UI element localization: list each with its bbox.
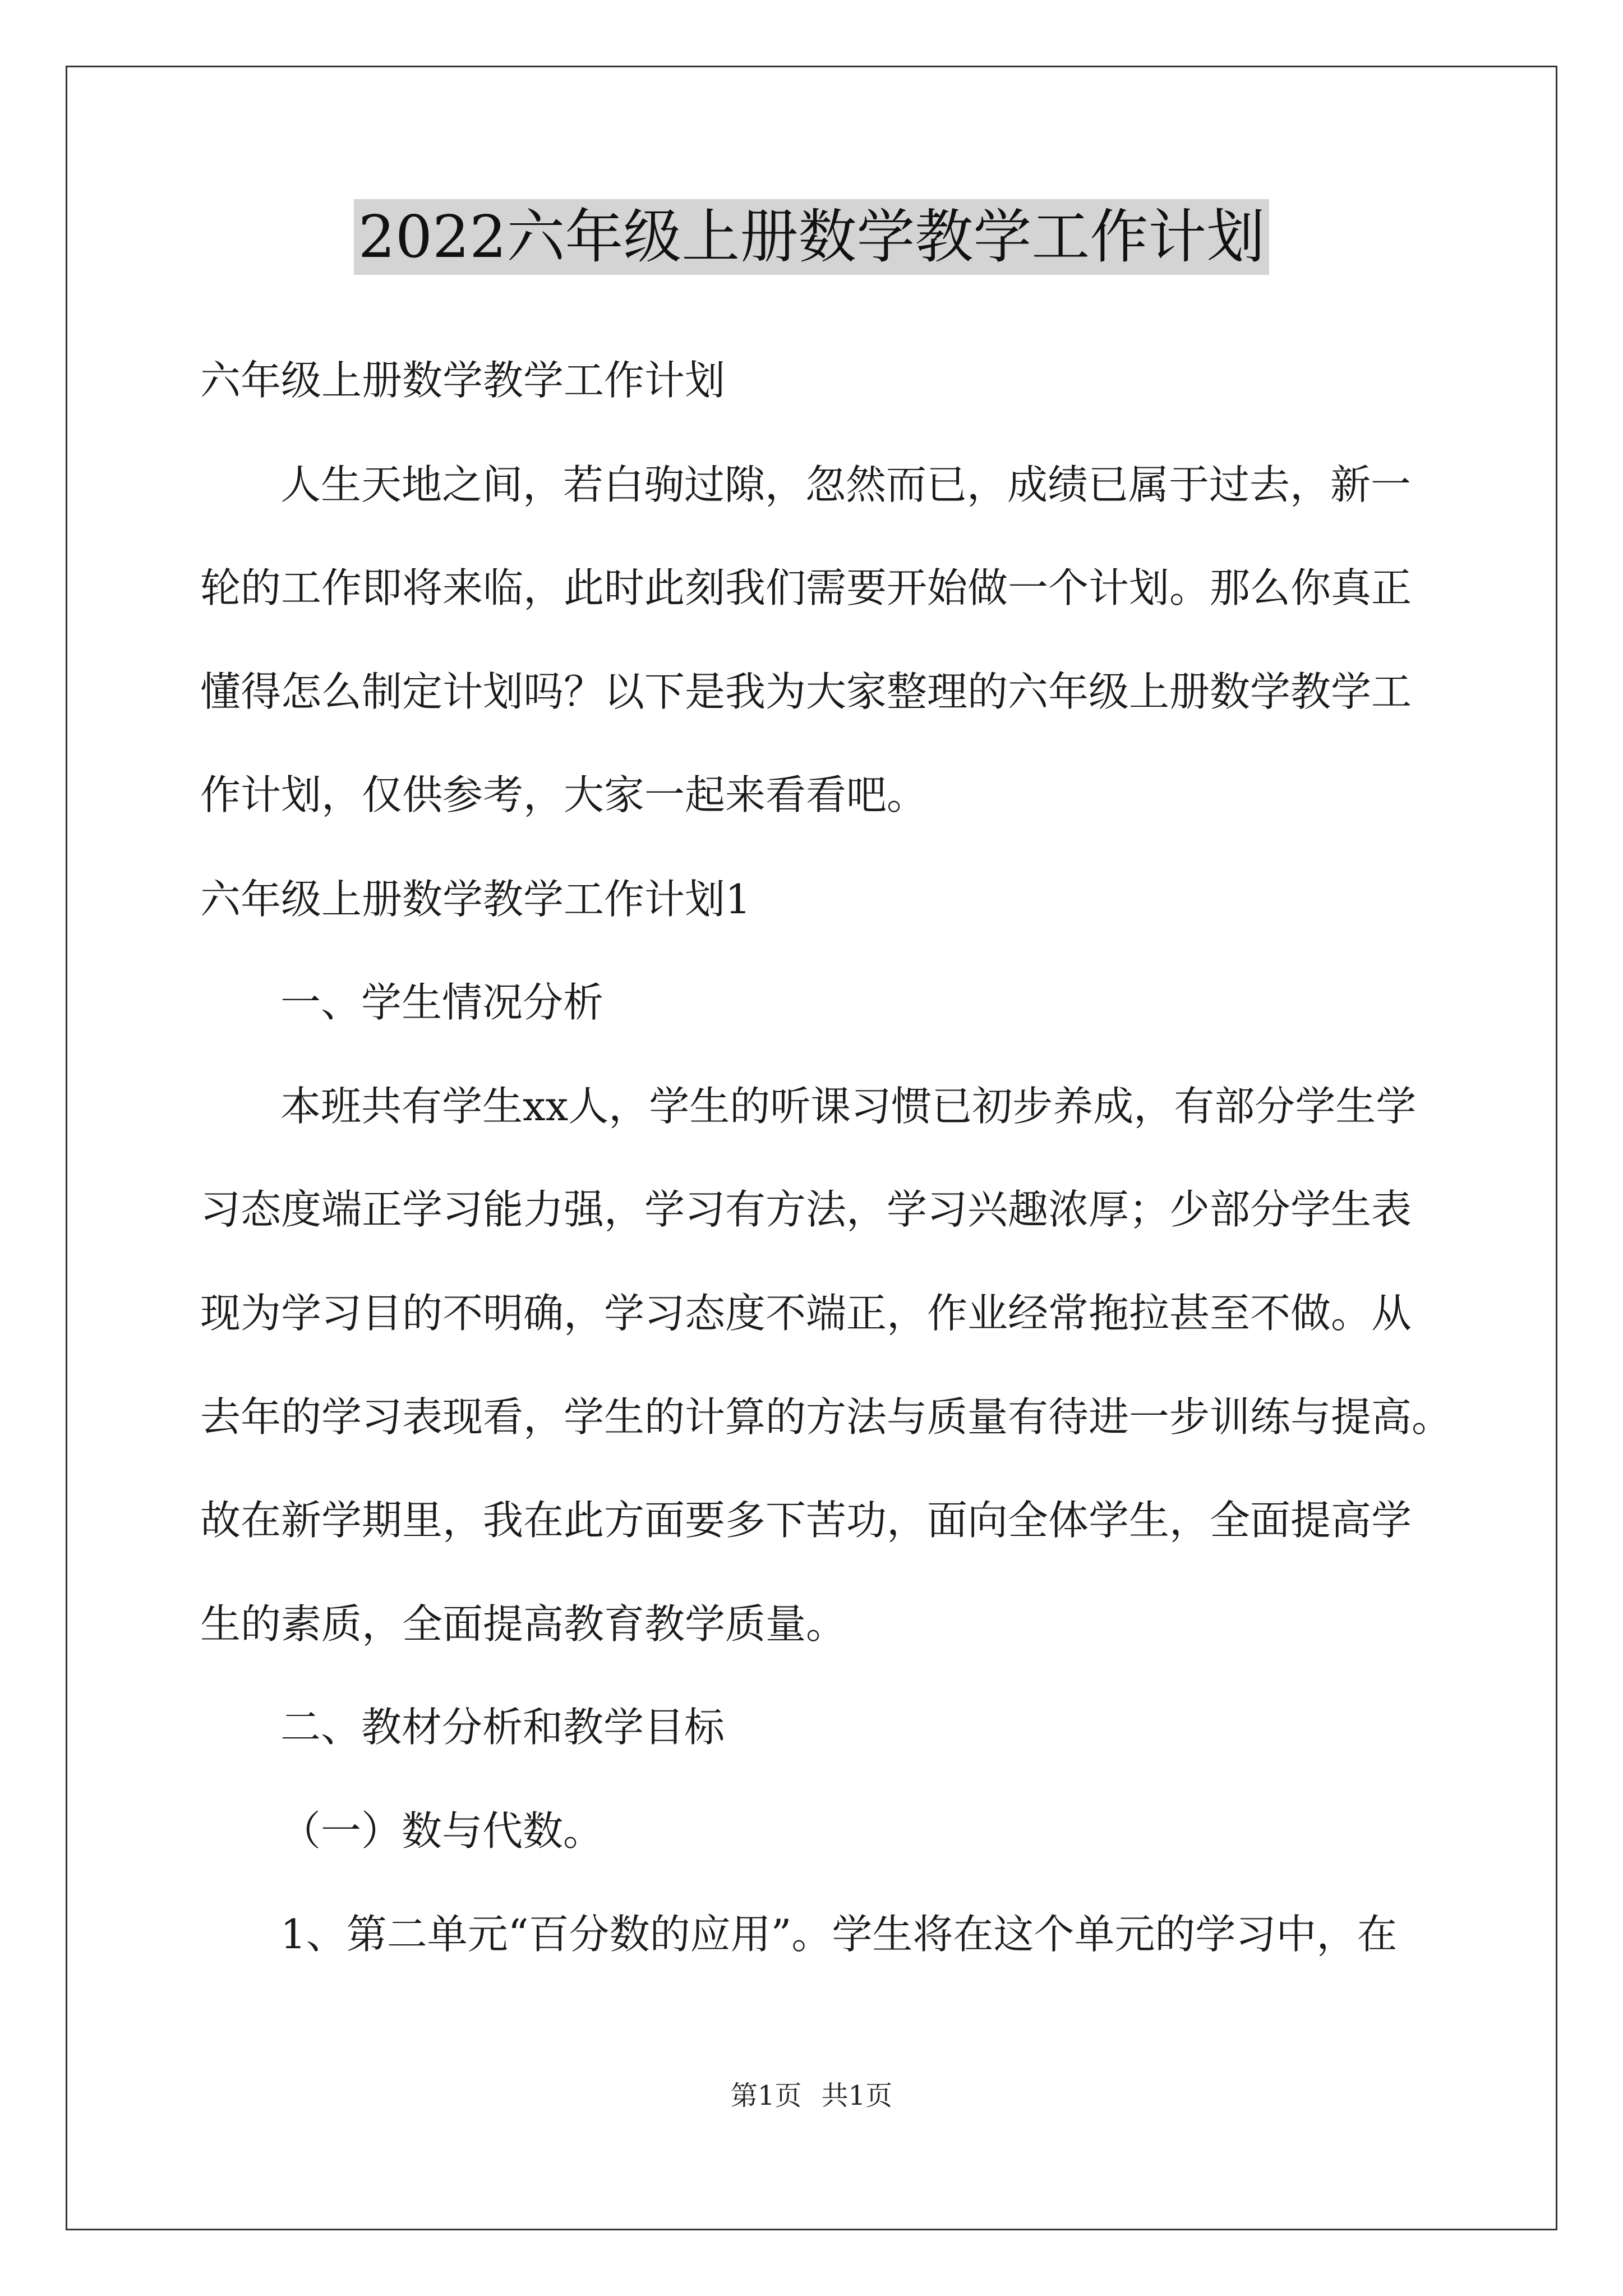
- subtitle-line: 六年级上册数学教学工作计划: [200, 357, 726, 404]
- document-title: 2022六年级上册数学教学工作计划: [354, 199, 1270, 275]
- section-subheading: 二、教材分析和教学目标: [280, 1704, 725, 1751]
- page-footer: [0, 2074, 1623, 2113]
- paragraph-line: 故在新学期里，我在此方面要多下苦功，面向全体学生，全面提高学: [200, 1497, 1412, 1544]
- paragraph-line: 作计划，仅供参考，大家一起来看看吧。: [200, 771, 928, 818]
- page-number: 第1页: [730, 2080, 802, 2111]
- paragraph-line: 生的素质，全面提高教育教学质量。: [200, 1600, 847, 1648]
- paragraph-line: 习态度端正学习能力强，学习有方法，学习兴趣浓厚；少部分学生表: [200, 1186, 1412, 1233]
- paragraph-line: 人生天地之间，若白驹过隙，忽然而已，成绩已属于过去，新一: [280, 461, 1412, 508]
- title-container: [0, 199, 1623, 275]
- section-heading: 六年级上册数学教学工作计划1: [200, 876, 751, 923]
- paragraph-line: 轮的工作即将来临，此时此刻我们需要开始做一个计划。那么你真正: [200, 564, 1412, 611]
- paragraph-line: 懂得怎么制定计划吗？以下是我为大家整理的六年级上册数学教学工: [200, 668, 1412, 715]
- subsection-heading: （一）数与代数。: [280, 1807, 604, 1855]
- page-total: 共1页: [821, 2080, 893, 2111]
- paragraph-line: 去年的学习表现看，学生的计算的方法与质量有待进一步训练与提高。: [200, 1393, 1453, 1441]
- section-subheading: 一、学生情况分析: [280, 979, 604, 1026]
- paragraph-line: 现为学习目的不明确，学习态度不端正，作业经常拖拉甚至不做。从: [200, 1290, 1412, 1337]
- paragraph-line: 1、第二单元“百分数的应用”。学生将在这个单元的学习中，在: [280, 1911, 1398, 1958]
- paragraph-line: 本班共有学生xx人，学生的听课习惯已初步养成，有部分学生学: [280, 1083, 1417, 1130]
